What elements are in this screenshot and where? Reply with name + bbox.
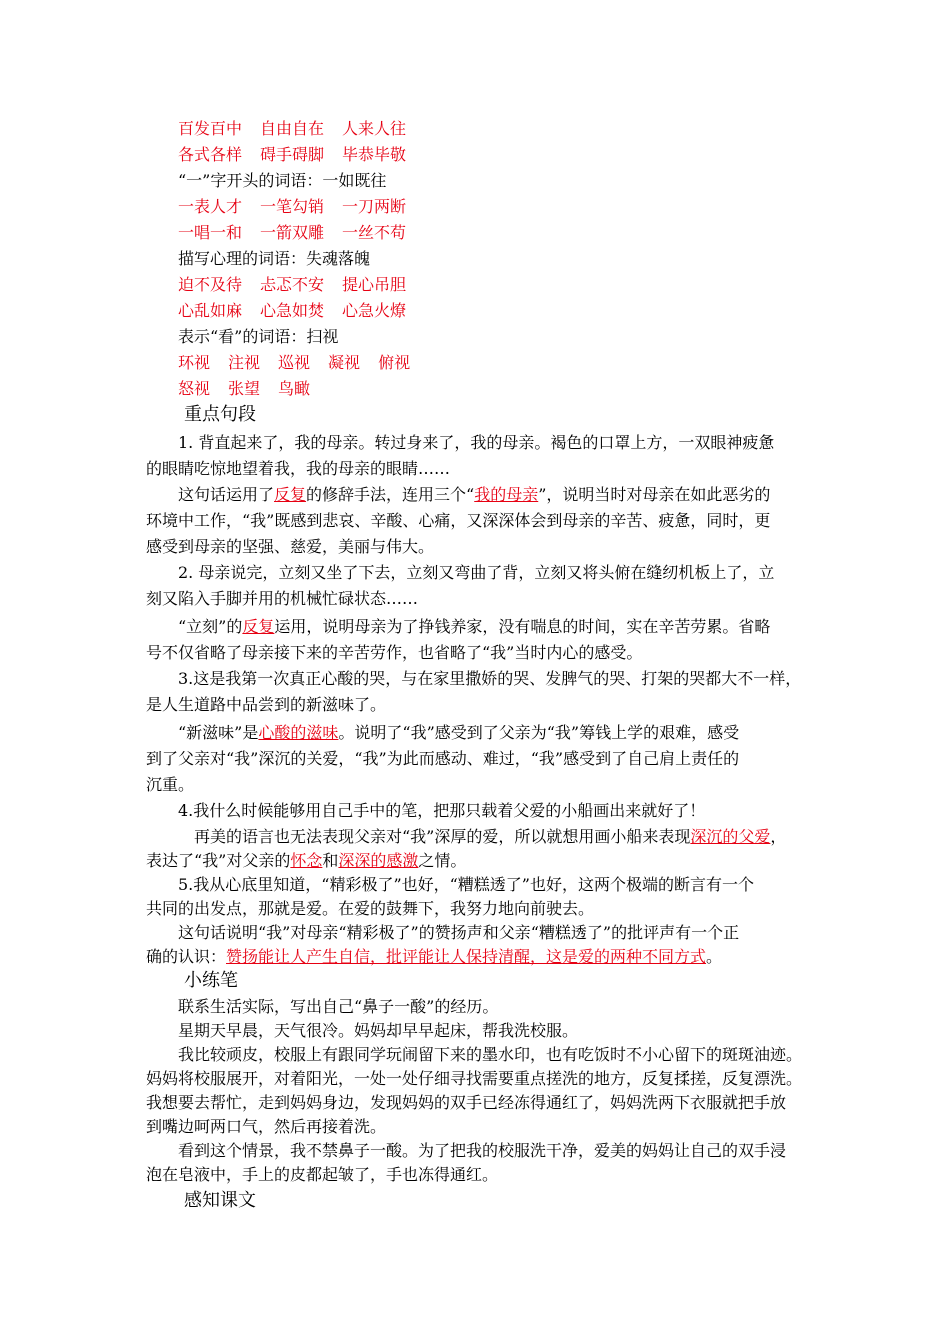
- sentence-1-line-2: 的眼睛吃惊地望着我，我的母亲的眼睛……: [146, 459, 451, 478]
- text: ”，说明当时对母亲在如此恶劣的: [538, 485, 771, 504]
- analysis-5-line-1: 这句话说明“我”对母亲“精彩极了”的赞扬声和父亲“糟糕透了”的批评声有一个正: [178, 923, 740, 942]
- vocab-word: 注视: [228, 353, 261, 372]
- kan-words-label: 表示“看”的词语：扫视: [178, 327, 339, 346]
- vocab-row-7: [178, 352, 428, 374]
- vocab-row-2: [178, 144, 424, 166]
- answer-underlined: 反复: [242, 617, 275, 636]
- analysis-2-line-1: [178, 616, 770, 638]
- answer-underlined: 我的母亲: [474, 485, 539, 504]
- text: 这句话运用了: [178, 485, 275, 504]
- practice-prompt: 联系生活实际，写出自己“鼻子一酸”的经历。: [178, 997, 499, 1016]
- answer-underlined: 反复: [274, 485, 307, 504]
- vocab-word: 毕恭毕敬: [342, 145, 407, 164]
- vocab-word: 一箭双雕: [260, 223, 325, 242]
- practice-paragraph-3-line-2: 泡在皂液中，手上的皮都起皱了，手也冻得通红。: [146, 1165, 499, 1184]
- answer-underlined: 深沉的父爱: [690, 827, 771, 846]
- vocab-row-1: [178, 118, 424, 140]
- analysis-3-line-3: 沉重。: [146, 775, 195, 794]
- text: 再美的语言也无法表现父亲对“我”深厚的爱，所以就想用画小船来表现: [194, 827, 691, 846]
- text: ，: [770, 827, 787, 846]
- answer-underlined: 赞扬能让人产生自信，批评能让人保持清醒，这是爱的两种不同方式: [226, 947, 707, 966]
- section-heading-key-sentences: 重点句段: [184, 404, 256, 425]
- vocab-row-6: [178, 300, 424, 322]
- analysis-1-line-3: 感受到母亲的坚强、慈爱，美丽与伟大。: [146, 537, 435, 556]
- analysis-3-line-1: [178, 722, 739, 744]
- sentence-4-line-1: 4.我什么时候能够用自己手中的笔，把那只载着父爱的小船画出来就好了！: [178, 801, 706, 820]
- text: 。说明了“我”感受到了父亲为“我”筹钱上学的艰难，感受: [338, 723, 740, 742]
- vocab-row-8: [178, 378, 328, 400]
- text: 。: [706, 947, 723, 966]
- vocab-word: 怒视: [178, 379, 211, 398]
- vocab-word: 百发百中: [178, 119, 243, 138]
- vocab-word: 一笔勾销: [260, 197, 325, 216]
- vocab-word: 俯视: [378, 353, 411, 372]
- section-heading-practice: 小练笔: [184, 970, 238, 991]
- sentence-3-line-1: 3.这是我第一次真正心酸的哭，与在家里撒娇的哭、发脾气的哭、打架的哭都大不一样，: [178, 669, 802, 688]
- vocab-word: 心乱如麻: [178, 301, 243, 320]
- sentence-2-line-1: 2. 母亲说完，立刻又坐了下去，立刻又弯曲了背，立刻又将头俯在缝纫机板上了，立: [178, 563, 775, 582]
- text: 和: [322, 851, 339, 870]
- vocab-word: 一刀两断: [342, 197, 407, 216]
- sentence-5-line-1: 5.我从心底里知道，“精彩极了”也好，“糟糕透了”也好，这两个极端的断言有一个: [178, 875, 754, 894]
- analysis-5-line-2: [146, 946, 722, 968]
- vocab-row-4: [178, 222, 424, 244]
- sentence-2-line-2: 刻又陷入手脚并用的机械忙碌状态……: [146, 589, 419, 608]
- analysis-2-line-2: 号不仅省略了母亲接下来的辛苦劳作，也省略了“我”当时内心的感受。: [146, 643, 643, 662]
- vocab-word: 各式各样: [178, 145, 243, 164]
- vocab-word: 鸟瞰: [278, 379, 311, 398]
- vocab-word: 凝视: [328, 353, 361, 372]
- answer-underlined: 怀念: [290, 851, 323, 870]
- vocab-word: 环视: [178, 353, 211, 372]
- answer-underlined: 心酸的滋味: [258, 723, 339, 742]
- vocab-word: 忐忑不安: [260, 275, 325, 294]
- vocab-word: 心急火燎: [342, 301, 407, 320]
- sentence-3-line-2: 是人生道路中品尝到的新滋味了。: [146, 695, 387, 714]
- sentence-1-line-1: 1. 背直起来了，我的母亲。转过身来了，我的母亲。褐色的口罩上方，一双眼神疲惫: [178, 433, 775, 452]
- vocab-word: 一唱一和: [178, 223, 243, 242]
- practice-paragraph-2-line-2: 妈妈将校服展开，对着阳光，一处一处仔细寻找需要重点搓洗的地方，反复揉搓，反复漂洗。: [146, 1069, 803, 1088]
- text: 运用，说明母亲为了挣钱养家，没有喘息的时间，实在辛苦劳累。省略: [274, 617, 771, 636]
- analysis-4-line-2: [146, 850, 466, 872]
- vocab-row-3: [178, 196, 424, 218]
- practice-paragraph-2-line-1: 我比较顽皮，校服上有跟同学玩闹留下来的墨水印，也有吃饭时不小心留下的斑斑油迹。: [178, 1045, 803, 1064]
- vocab-word: 心急如焚: [260, 301, 325, 320]
- vocab-word: 一丝不苟: [342, 223, 407, 242]
- vocab-word: 巡视: [278, 353, 311, 372]
- vocab-word: 提心吊胆: [342, 275, 407, 294]
- text: “立刻”的: [178, 617, 243, 636]
- analysis-3-line-2: 到了父亲对“我”深沉的关爱，“我”为此而感动、难过，“我”感受到了自己肩上责任的: [146, 749, 740, 768]
- vocab-word: 自由自在: [260, 119, 325, 138]
- vocab-word: 人来人往: [342, 119, 407, 138]
- vocab-row-5: [178, 274, 424, 296]
- vocab-word: 迫不及待: [178, 275, 243, 294]
- yi-words-label: “一”字开头的词语：一如既往: [178, 171, 387, 190]
- text: 之情。: [418, 851, 467, 870]
- practice-paragraph-2-line-3: 我想要去帮忙，走到妈妈身边，发现妈妈的双手已经冻得通红了，妈妈洗两下衣服就把手放: [146, 1093, 787, 1112]
- practice-paragraph-2-line-4: 到嘴边呵两口气，然后再接着洗。: [146, 1117, 387, 1136]
- analysis-1-line-2: 环境中工作，“我”既感到悲哀、辛酸、心痛，又深深体会到母亲的辛苦、疲惫，同时，更: [146, 511, 771, 530]
- sentence-5-line-2: 共同的出发点，那就是爱。在爱的鼓舞下，我努力地向前驶去。: [146, 899, 595, 918]
- text: 确的认识：: [146, 947, 227, 966]
- practice-paragraph-3-line-1: 看到这个情景，我不禁鼻子一酸。为了把我的校服洗干净，爱美的妈妈让自己的双手浸: [178, 1141, 787, 1160]
- practice-paragraph-1: 星期天早晨，天气很冷。妈妈却早早起床，帮我洗校服。: [178, 1021, 579, 1040]
- answer-underlined: 深深的感激: [338, 851, 419, 870]
- vocab-word: 碍手碍脚: [260, 145, 325, 164]
- text: 表达了“我”对父亲的: [146, 851, 291, 870]
- analysis-4-line-1: [194, 826, 786, 848]
- text: 的修辞手法，连用三个“: [306, 485, 475, 504]
- xinli-words-label: 描写心理的词语：失魂落魄: [178, 249, 371, 268]
- section-heading-text-overview: 感知课文: [184, 1190, 256, 1211]
- text: “新滋味”是: [178, 723, 259, 742]
- vocab-word: 一表人才: [178, 197, 243, 216]
- analysis-1-line-1: [178, 484, 770, 506]
- vocab-word: 张望: [228, 379, 261, 398]
